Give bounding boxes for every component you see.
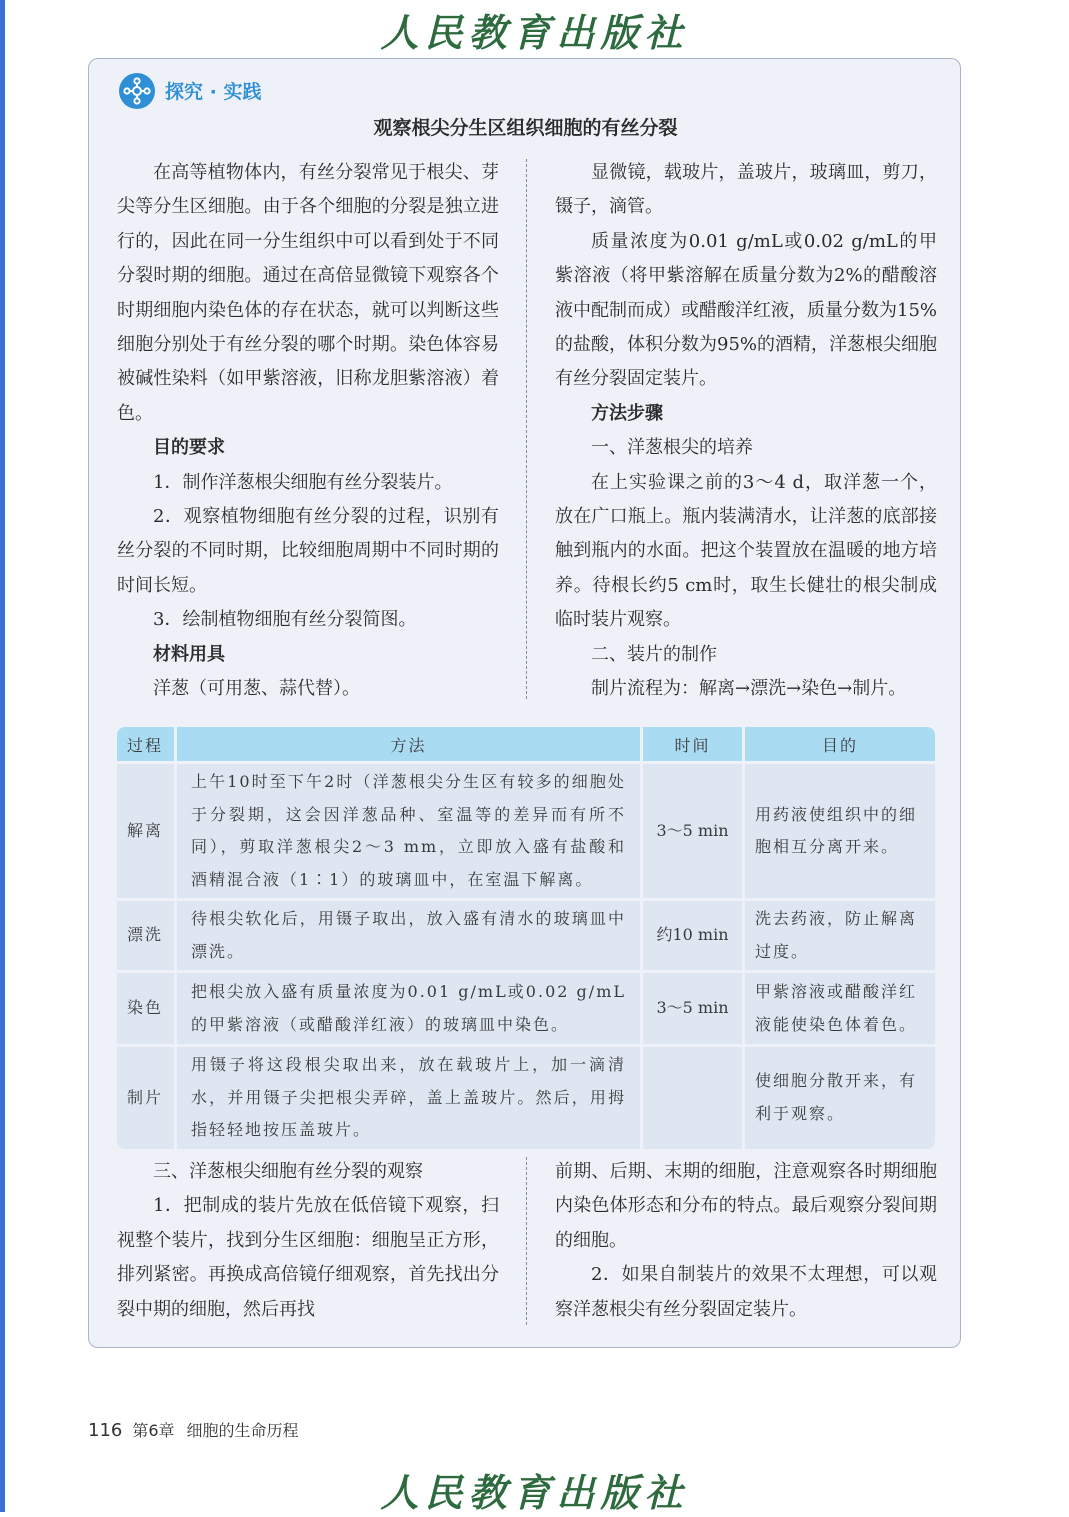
slide-flow-text: 制片流程为：解离→漂洗→染色→制片。 bbox=[591, 678, 907, 700]
observation-continued: 前期、后期、末期的细胞，注意观察各时期细胞内染色体形态和分布的特点。最后观察分裂间期的细胞。 bbox=[555, 1161, 937, 1251]
objective-item: 1．制作洋葱根尖细胞有丝分裂装片。 bbox=[153, 471, 453, 493]
experiment-title: 观察根尖分生区组织细胞的有丝分裂 bbox=[373, 117, 678, 139]
table-row bbox=[117, 970, 935, 1044]
table-header-row bbox=[117, 727, 935, 761]
purpose-cell: 用药液使组织中的细胞相互分离开来。 bbox=[745, 761, 935, 898]
table-row bbox=[117, 761, 935, 898]
header-purpose: 目的 bbox=[745, 727, 935, 761]
table-row bbox=[117, 1044, 935, 1149]
method-cell: 把根尖放入盛有质量浓度为0.01 g/mL或0.02 g/mL的甲紫溶液（或醋酸洋红液）的玻璃皿中染色。 bbox=[177, 970, 643, 1044]
publisher-logo-top: 人民教育出版社 bbox=[380, 10, 689, 55]
procedure-table bbox=[117, 727, 935, 1149]
left-column bbox=[117, 156, 499, 707]
molecule-icon bbox=[119, 73, 155, 109]
section-heading-objectives: 目的要求 bbox=[153, 437, 225, 459]
process-cell: 制片 bbox=[117, 1044, 177, 1149]
step-heading: 三、洋葱根尖细胞有丝分裂的观察 bbox=[153, 1161, 423, 1182]
right-column bbox=[555, 156, 937, 707]
time-cell: 约10 min bbox=[643, 898, 745, 970]
materials-text: 洋葱（可用葱、蒜代替）。 bbox=[153, 678, 360, 700]
step-heading: 二、装片的制作 bbox=[591, 643, 717, 665]
observation-paragraph: 1．把制成的装片先放在低倍镜下观察，扫视整个装片，找到分生区细胞：细胞呈正方形，排列紧密。再换成高倍镜仔细观察，首先找出分裂中期的细胞，然后再找 bbox=[117, 1195, 499, 1320]
time-cell bbox=[643, 1044, 745, 1149]
process-cell: 解离 bbox=[117, 761, 177, 898]
section-heading-method: 方法步骤 bbox=[591, 402, 663, 424]
page-footer bbox=[88, 1418, 299, 1441]
objective-item: 3．绘制植物细胞有丝分裂简图。 bbox=[153, 609, 417, 631]
intro-paragraph: 在高等植物体内，有丝分裂常见于根尖、芽尖等分生区细胞。由于各个细胞的分裂是独立进行的，因此在同一分生组织中可以看到处于不同分裂时期的细胞。通过在高倍显微镜下观察各个时期细胞内染色体的存在状态，就可以判断这些细胞分别处于有丝分裂的哪个时期。染色体容易被碱性染料（如甲紫溶液，旧称龙胆紫溶液）着色。 bbox=[117, 162, 499, 424]
table-row bbox=[117, 898, 935, 970]
observation-item: 2．如果自制装片的效果不太理想，可以观察洋葱根尖有丝分裂固定装片。 bbox=[555, 1264, 937, 1320]
culture-paragraph: 在上实验课之前的3～4 d，取洋葱一个，放在广口瓶上。瓶内装满清水，让洋葱的底部接触到瓶内的水面。把这个装置放在温暖的地方培养。待根长约5 cm时，取生长健壮的根尖制成临时装片观察。 bbox=[555, 471, 937, 631]
publisher-logo-bottom: 人民教育出版社 bbox=[380, 1470, 689, 1515]
explore-practice-box bbox=[88, 58, 961, 1348]
header-process: 过程 bbox=[117, 727, 177, 761]
method-cell: 上午10时至下午2时（洋葱根尖分生区有较多的细胞处于分裂期，这会因洋葱品种、室温等的差异而有所不同），剪取洋葱根尖2～3 mm，立即放入盛有盐酸和酒精混合液（1∶1）的玻璃皿中，在室温下解离。 bbox=[177, 761, 643, 898]
column-divider bbox=[526, 159, 527, 699]
bottom-left-column bbox=[117, 1155, 499, 1327]
header-time: 时间 bbox=[643, 727, 745, 761]
process-cell: 染色 bbox=[117, 970, 177, 1044]
page-number: 116 bbox=[88, 1420, 123, 1441]
bottom-right-column bbox=[555, 1155, 937, 1327]
step-heading: 一、洋葱根尖的培养 bbox=[591, 437, 753, 459]
header-method: 方法 bbox=[177, 727, 643, 761]
chapter-number: 第6章 bbox=[132, 1421, 175, 1440]
section-badge-label: 探究 · 实践 bbox=[165, 81, 262, 103]
column-divider bbox=[526, 1157, 527, 1325]
section-heading-materials: 材料用具 bbox=[153, 643, 225, 665]
purpose-cell: 甲紫溶液或醋酸洋红液能使染色体着色。 bbox=[745, 970, 935, 1044]
materials-continued: 显微镜，载玻片，盖玻片，玻璃皿，剪刀，镊子，滴管。 bbox=[555, 162, 937, 218]
reagents-paragraph: 质量浓度为0.01 g/mL或0.02 g/mL的甲紫溶液（将甲紫溶解在质量分数为2%的醋酸溶液中配制而成）或醋酸洋红液，质量分数为15%的盐酸，体积分数为95%的酒精，洋葱根尖细胞有丝分裂固定装片。 bbox=[555, 230, 938, 390]
page-edge-bar bbox=[0, 0, 5, 1512]
method-cell: 用镊子将这段根尖取出来，放在载玻片上，加一滴清水，并用镊子尖把根尖弄碎，盖上盖玻片。然后，用拇指轻轻地按压盖玻片。 bbox=[177, 1044, 643, 1149]
time-cell: 3～5 min bbox=[643, 761, 745, 898]
purpose-cell: 使细胞分散开来，有利于观察。 bbox=[745, 1044, 935, 1149]
objective-item: 2．观察植物细胞有丝分裂的过程，识别有丝分裂的不同时期，比较细胞周期中不同时期的时间长短。 bbox=[117, 506, 499, 596]
method-cell: 待根尖软化后，用镊子取出，放入盛有清水的玻璃皿中漂洗。 bbox=[177, 898, 643, 970]
chapter-title: 细胞的生命历程 bbox=[186, 1421, 299, 1440]
process-cell: 漂洗 bbox=[117, 898, 177, 970]
purpose-cell: 洗去药液，防止解离过度。 bbox=[745, 898, 935, 970]
time-cell: 3～5 min bbox=[643, 970, 745, 1044]
